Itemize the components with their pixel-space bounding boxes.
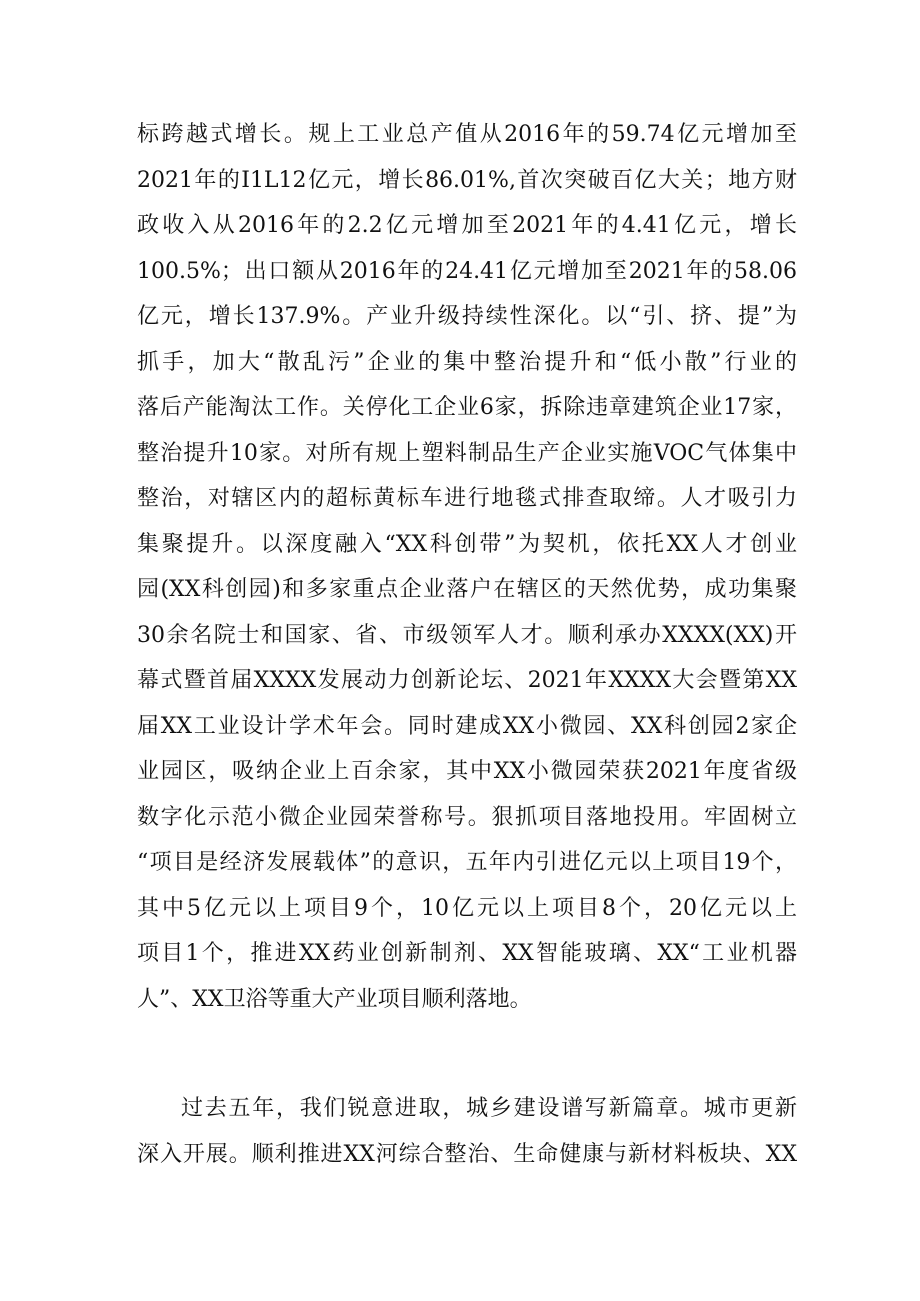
paragraph-1 — [137, 112, 797, 1022]
paragraph-line: 园(XX科创园)和多家重点企业落户在辖区的天然优势，成功集聚 — [137, 577, 797, 602]
paragraph-line: 抓手，加大“散乱污”企业的集中整治提升和“低小散”行业的 — [137, 349, 797, 375]
paragraph-line: 项目1个，推进XX药业创新制剂、XX智能玻璃、XX“工业机器 — [137, 941, 797, 966]
paragraph-line: 人”、XX卫浴等重大产业项目顺利落地。 — [137, 986, 532, 1012]
paragraph-line: 落后产能淘汰工作。关停化工企业6家，拆除违章建筑企业17家， — [137, 395, 797, 420]
paragraph-line: 政收入从2016年的2.2亿元增加至2021年的4.41亿元，增长 — [137, 213, 797, 238]
paragraph-line: 标跨越式增长。规上工业总产值从2016年的59.74亿元增加至 — [137, 122, 797, 147]
paragraph-line: 亿元，增长137.9%。产业升级持续性深化。以“引、挤、提”为 — [137, 304, 797, 329]
paragraph-line: 整治提升10家。对所有规上塑料制品生产企业实施VOC气体集中 — [137, 440, 797, 466]
paragraph-line: 深入开展。顺利推进XX河综合整治、生命健康与新材料板块、XX — [137, 1141, 797, 1167]
paragraph-line: “项目是经济发展载体”的意识，五年内引进亿元以上项目19个， — [137, 850, 797, 875]
paragraph-2 — [137, 1086, 797, 1177]
paragraph-line: 其中5亿元以上项目9个，10亿元以上项目8个，20亿元以上 — [137, 895, 797, 921]
paragraph-line: 过去五年，我们锐意进取，城乡建设谱写新篇章。城市更新 — [181, 1096, 797, 1121]
paragraph-line: 幕式暨首届XXXX发展动力创新论坛、2021年XXXX大会暨第XX — [137, 668, 797, 693]
paragraph-line: 业园区，吸纳企业上百余家，其中XX小微园荣获2021年度省级 — [137, 759, 797, 784]
paragraph-line: 30余名院士和国家、省、市级领军人才。顺利承办XXXX(XX)开 — [137, 622, 797, 648]
paragraph-line: 100.5%；出口额从2016年的24.41亿元增加至2021年的58.06 — [137, 258, 797, 284]
paragraph-line: 整治，对辖区内的超标黄标车进行地毯式排查取缔。人才吸引力 — [137, 486, 797, 511]
paragraph-line: 2021年的I1L12亿元，增长86.01%,首次突破百亿大关；地方财 — [137, 167, 797, 193]
paragraph-line: 集聚提升。以深度融入“XX科创带”为契机，依托XX人才创业 — [137, 531, 797, 557]
paragraph-line: 数字化示范小微企业园荣誉称号。狠抓项目落地投用。牢固树立 — [137, 804, 797, 830]
paragraph-line: 届XX工业设计学术年会。同时建成XX小微园、XX科创园2家企 — [137, 713, 797, 739]
